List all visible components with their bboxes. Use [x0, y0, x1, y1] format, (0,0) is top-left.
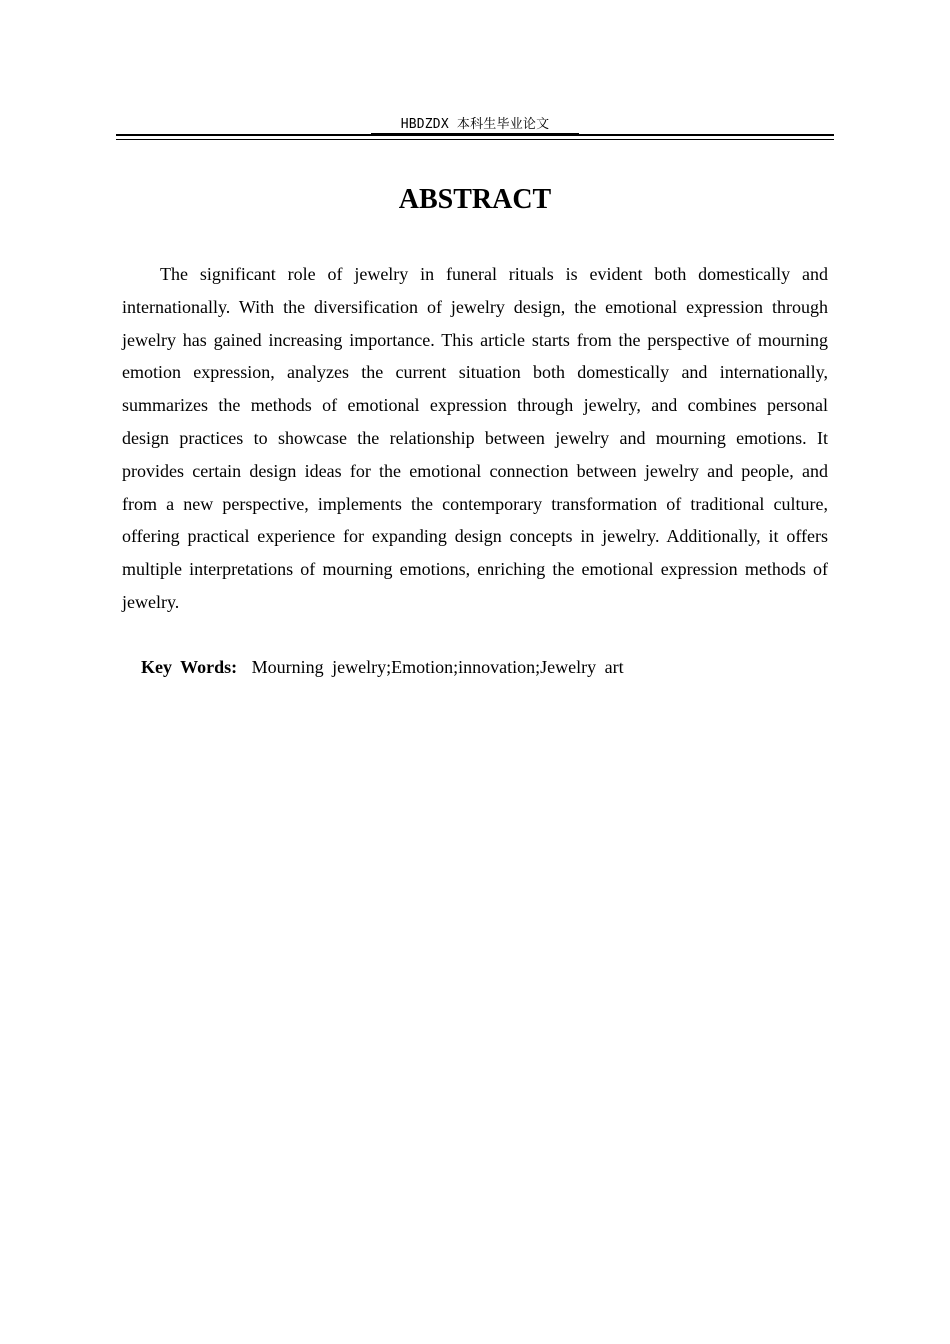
keywords-label: Key Words:: [141, 657, 238, 677]
keywords-value: Mourning jewelry;Emotion;innovation;Jewelry art: [251, 657, 624, 677]
running-header-text: HBDZDX 本科生毕业论文: [371, 116, 580, 134]
keywords-line: [141, 651, 831, 683]
running-header: [0, 116, 950, 134]
header-double-rule: [116, 134, 834, 140]
page-title: ABSTRACT: [398, 184, 552, 215]
abstract-paragraph: The significant role of jewelry in funeral rituals is evident both domestically and internationally. With the diversification of jewelry design, the emotional expression through jewelry has gained increasing importance. This article starts from the perspective of mourning emotion expression, analyzes the current situation both domestically and internationally, summarizes the methods of emotional expression through jewelry, and combines personal design practices to showcase the relationship between jewelry and mourning emotions. It provides certain design ideas for the emotional connection between jewelry and people, and from a new perspective, implements the contemporary transformation of traditional culture, offering practical experience for expanding design concepts in jewelry. Additionally, it offers multiple interpretations of mourning emotions, enriching the emotional expression methods of jewelry.: [122, 264, 828, 612]
